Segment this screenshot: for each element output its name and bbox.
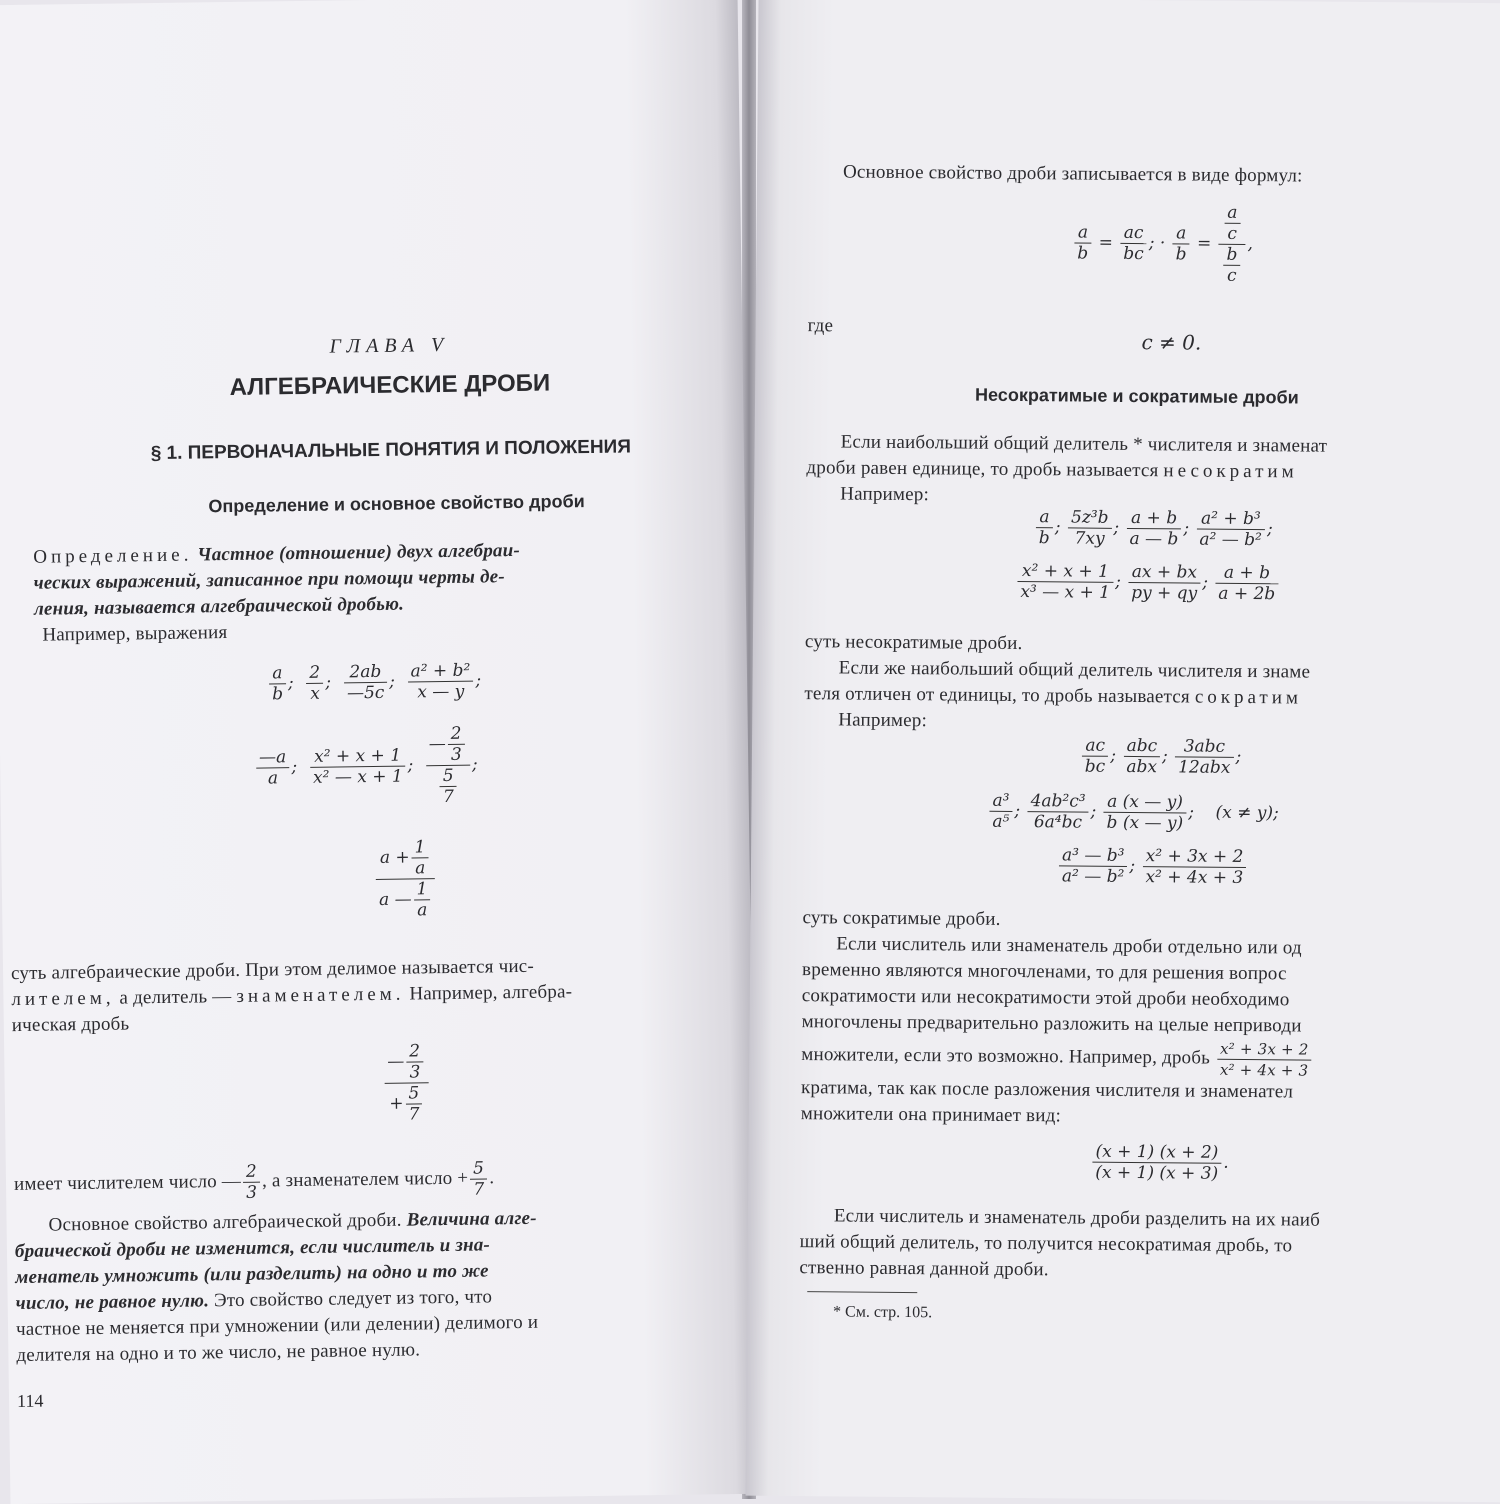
reducible-paragraph [804,629,1500,739]
property-formulas: $\frac{a}{b}$ = $\frac{ac}{bc}$ ; · $\frac{a}{b}$ = $\frac{\frac{a}{c}}{\frac{b}{c}}$ , [1072,201,1253,286]
footnote-rule [807,1291,917,1293]
text-line: делителя на одно и то же число, не равное нулю. [16,1339,421,1367]
right-page [745,0,1500,1502]
text-line: ственно равная данной дроби. [799,1257,1049,1281]
where-label: где [807,315,834,337]
text-line: дроби равен единице, то дробь называется несократим [806,457,1298,483]
text-line: частное не меняется при умножении (или делении) делимого и [15,1311,539,1341]
text-line: суть сократимые дроби. [802,907,1001,930]
irreducible-paragraph [806,429,1500,513]
text-line: Если наибольший общий делитель * числителя и знаменат [840,431,1328,457]
complex-fraction: a + $\frac{1}{a}$ a — $\frac{1}{a}$ [373,837,438,921]
text-line: суть алгебраические дроби. При этом делимое называется чис- [10,955,535,985]
formula-row: $\frac{—a}{a}$ ; $\frac{\text{x² + x + 1}}{\text{x² — x + 1}}$ ; — $\frac{2}{3}$ $\frac{5}{7}$ ; [254,724,479,810]
text-line: менатель умножить (или разделить) на одно и то же [15,1260,489,1289]
text-line: множители, если это возможно. Например, дробь $\frac{\text{x² + 3x + 2}}{\text{x² + 4x + 3}}$ [801,1035,1500,1081]
definition-label: Определение. [33,544,193,568]
text-line: теля отличен от единицы, то дробь называется сократим [804,683,1303,709]
paragraph-terms [11,951,752,1039]
text-line: лителем, а делитель — знаменателем. Например, алгебра- [11,981,573,1011]
formula-row: $\frac{ac}{bc}$ ; $\frac{\text{abc}}{\text{abx}}$ ; $\frac{\text{3abc}}{\text{12abx}}$ ; [1080,736,1242,778]
text-line: Основное свойство алгебраической дроби. Величина алге- [48,1207,537,1236]
formula-row: $\frac{a}{b}$ ; $\frac{\text{5z³b}}{7xy}$ ; $\frac{a + b}{a — b}$ ; $\frac{\text{a² + b³}}{\text{a² — b²}}$ ; [1034,507,1273,550]
formula-row: $\frac{a}{b}$ ; $\frac{2}{x}$ ; $\frac{2ab}{—5c}$ ; $\frac{\text{a² + b²}}{x — y}$ ; [267,660,482,704]
example-intro: Например, выражения [42,622,228,646]
fraction: $\frac{—a}{a}$ [256,747,290,788]
text-line: кратима, так как после разложения числителя и знаменател [800,1077,1294,1103]
page-number: 114 [16,1390,44,1412]
condition: c ≠ 0. [1141,330,1202,355]
formula-row: $\frac{\text{a³ — b³}}{\text{a² — b²}}$ ; $\frac{\text{x² + 3x + 2}}{\text{x² + 4x + 3}}$ [1057,845,1249,888]
text-line: Если числитель и знаменатель дроби разделить на их наиб [833,1205,1321,1231]
definition-paragraph [33,535,754,649]
text-line: Если числитель или знаменатель дроби отдельно или од [836,933,1302,959]
text-line: число, не равное нулю. Это свойство следует из того, что [15,1286,493,1315]
text-line: Например: [838,709,928,732]
text-line: множители она принимает вид: [800,1103,1062,1127]
subsection-title: Определение и основное свойство дроби [208,491,585,517]
numerator-denominator-line: имеет числителем число — $\frac{2}{3}$ , а знаменателем число + $\frac{5}{7}$ . [13,1158,495,1203]
fraction: — $\frac{2}{3}$ $\frac{5}{7}$ [426,724,471,808]
definition-text: Частное (отношение) двух алгебраи- [197,539,521,566]
definition-text: ления, называется алгебраической дробью. [33,593,405,620]
factored-fraction: $\frac{(x + 1) (x + 2)}{(x + 1) (x + 3)}$ . [1090,1142,1229,1184]
text-line: ший общий делитель, то получится несократимая дробь, то [799,1231,1293,1257]
factorization-paragraph [801,905,1500,1133]
chapter-label: ГЛАВА V [329,333,450,358]
footnote: * См. стр. 105. [833,1303,933,1322]
fraction-example: — $\frac{2}{3}$ + $\frac{5}{7}$ [382,1041,431,1125]
text-line: браической дроби не изменится, если числитель и зна- [14,1234,491,1263]
text-line: многочлены предварительно разложить на целые неприводи [801,1011,1302,1037]
fraction: $\frac{2ab}{—5c}$ [344,662,388,704]
fraction: $\frac{2}{x}$ [306,663,323,704]
chapter-title: АЛГЕБРАИЧЕСКИЕ ДРОБИ [229,369,551,401]
definition-text: ческих выражений, записанное при помощи черты де- [33,566,505,594]
final-paragraph [799,1203,1500,1287]
text-line: Если же наибольший общий делитель числителя и знаме [838,657,1311,683]
intro-line: Основное свойство дроби записывается в виде формул: [842,161,1303,187]
text-line: Например: [840,483,930,506]
formula-row: $\frac{\text{x² + x + 1}}{\text{x³ — x + 1}}$ ; $\frac{ax + bx}{py + qy}$ ; $\frac{a + b}{a + 2b}$ [1015,561,1280,604]
text-line: ическая дробь [11,1013,130,1037]
property-paragraph [14,1203,758,1369]
subsection-title: Несократимые и сократимые дроби [975,384,1299,408]
section-title: § 1. ПЕРВОНАЧАЛЬНЫЕ ПОНЯТИЯ И ПОЛОЖЕНИЯ [150,436,632,465]
text-line: сократимости или несократимости этой дроби необходимо [801,985,1290,1011]
text-line: временно являются многочленами, то для решения вопрос [801,959,1287,985]
fraction: $\frac{\text{x² + x + 1}}{\text{x² — x + 1}}$ [310,746,406,788]
fraction: $\frac{\text{a² + b²}}{x — y}$ [407,661,473,703]
text-line: суть несократимые дроби. [804,631,1023,655]
formula-row: $\frac{\text{a³}}{\text{a⁵}}$ ; $\frac{\text{4ab²c³}}{\text{6a⁴bc}}$ ; $\frac{a (x — y)}{b (x — y)}$ ; (x ≠ y); [987,791,1279,835]
fraction: $\frac{a}{b}$ [269,663,286,704]
